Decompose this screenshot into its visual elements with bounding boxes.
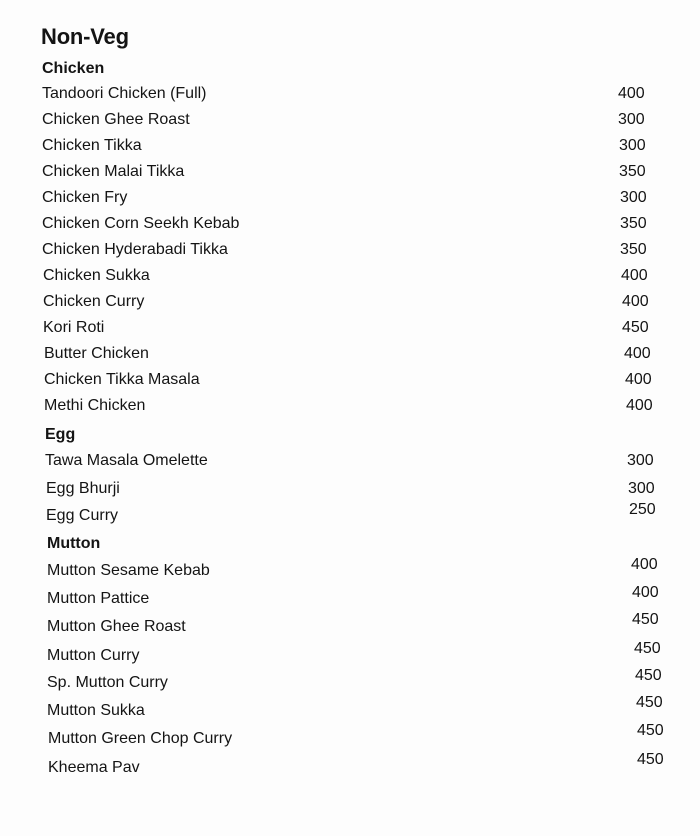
item-price: 400: [618, 85, 645, 102]
item-name: Kheema Pav: [48, 759, 140, 776]
item-name: Mutton Pattice: [47, 590, 150, 607]
list-item: [47, 556, 667, 584]
list-item: [47, 640, 667, 669]
item-name: Egg Bhurji: [46, 480, 120, 497]
item-price: 400: [624, 345, 651, 362]
list-item: [45, 452, 655, 474]
item-name: Chicken Corn Seekh Kebab: [42, 215, 240, 232]
item-name: Tawa Masala Omelette: [45, 452, 208, 469]
item-price: 450: [637, 751, 664, 768]
menu-title: Non-Veg: [41, 24, 129, 49]
list-item: [42, 215, 647, 237]
item-price: 300: [627, 452, 654, 469]
item-name: Mutton Ghee Roast: [47, 618, 186, 635]
list-item: [42, 85, 647, 107]
list-item: [48, 751, 668, 781]
item-price: 400: [621, 267, 648, 284]
item-price: 350: [619, 163, 646, 180]
item-price: 450: [632, 611, 659, 628]
item-name: Chicken Fry: [42, 189, 128, 206]
item-name: Chicken Tikka: [42, 137, 142, 154]
item-name: Mutton Sesame Kebab: [47, 562, 210, 579]
item-price: 300: [619, 137, 646, 154]
list-item: [42, 111, 647, 133]
item-price: 450: [634, 640, 661, 657]
list-item: [44, 397, 653, 419]
section-heading-mutton: Mutton: [47, 535, 101, 552]
item-name: Kori Roti: [43, 319, 105, 336]
item-price: 450: [637, 722, 664, 739]
item-price: 450: [636, 694, 663, 711]
item-price: 450: [635, 667, 662, 684]
item-name: Sp. Mutton Curry: [47, 674, 168, 691]
item-name: Chicken Malai Tikka: [42, 163, 185, 180]
item-name: Egg Curry: [46, 507, 119, 524]
list-item: [43, 319, 648, 341]
item-name: Chicken Sukka: [43, 267, 150, 284]
item-price: 250: [629, 501, 656, 518]
item-price: 400: [632, 584, 659, 601]
item-price: 350: [620, 215, 647, 232]
list-item: [47, 667, 667, 696]
item-name: Chicken Hyderabadi Tikka: [42, 241, 228, 258]
item-name: Butter Chicken: [44, 345, 149, 362]
list-item: [47, 694, 667, 724]
item-name: Chicken Tikka Masala: [44, 371, 200, 388]
item-name: Methi Chicken: [44, 397, 146, 414]
item-price: 450: [622, 319, 649, 336]
list-item: [46, 480, 656, 502]
list-item: [44, 345, 649, 367]
section-heading-chicken: Chicken: [42, 60, 105, 77]
list-item: [47, 611, 667, 640]
item-price: 400: [622, 293, 649, 310]
list-item: [44, 371, 652, 393]
list-item: [43, 267, 648, 289]
item-name: Tandoori Chicken (Full): [42, 85, 207, 102]
list-item: [42, 137, 647, 159]
list-item: [43, 293, 648, 315]
item-price: 400: [625, 371, 652, 388]
item-price: 300: [628, 480, 655, 497]
item-price: 300: [620, 189, 647, 206]
list-item: [42, 163, 647, 185]
list-item: [47, 584, 667, 612]
item-name: Chicken Ghee Roast: [42, 111, 190, 128]
list-item: [42, 189, 647, 211]
item-name: Mutton Curry: [47, 647, 140, 664]
list-item: [46, 501, 656, 529]
item-price: 400: [631, 556, 658, 573]
item-name: Chicken Curry: [43, 293, 145, 310]
item-price: 400: [626, 397, 653, 414]
item-name: Mutton Sukka: [47, 702, 145, 719]
list-item: [48, 722, 668, 752]
item-price: 350: [620, 241, 647, 258]
list-item: [42, 241, 647, 263]
item-name: Mutton Green Chop Curry: [48, 730, 233, 747]
item-price: 300: [618, 111, 645, 128]
section-heading-egg: Egg: [45, 426, 76, 443]
